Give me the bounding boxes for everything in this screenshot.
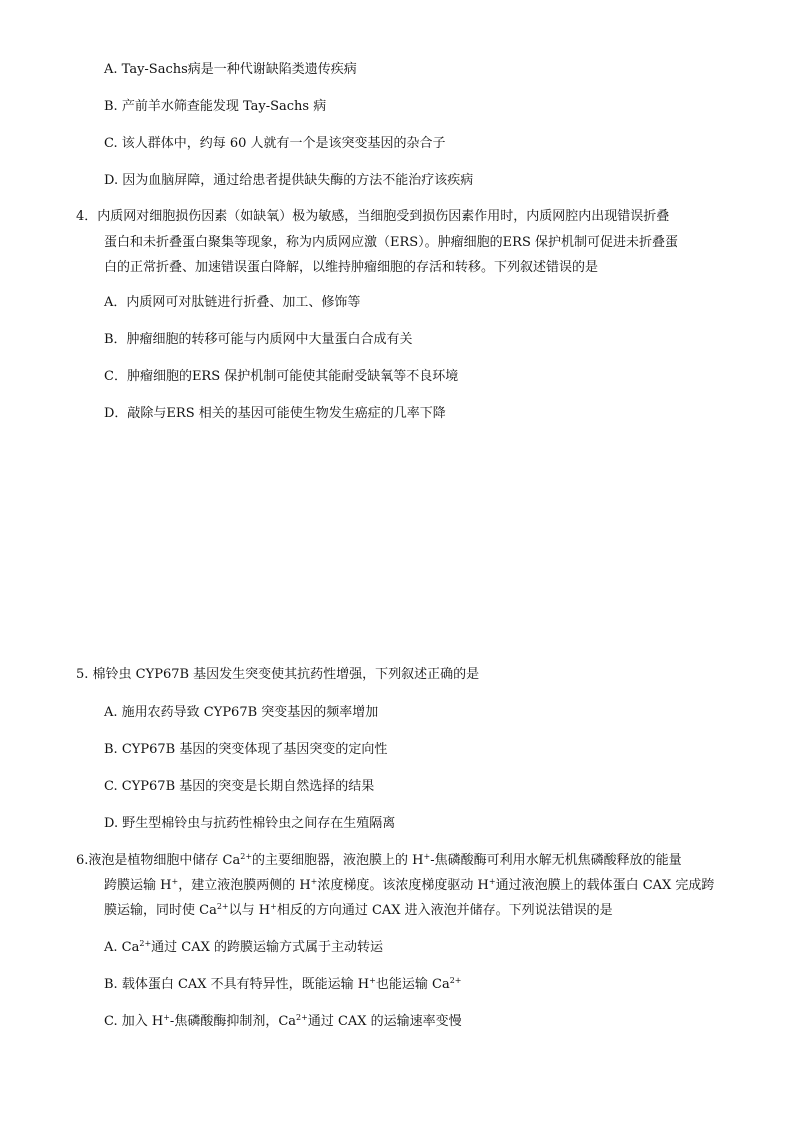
q4-option-b: B．肿瘤细胞的转移可能与内质网中大量蛋白合成有关 <box>104 332 413 347</box>
q5-option-c: C. CYP67B 基因的突变是长期自然选择的结果 <box>104 779 375 794</box>
q5-stem: 5. 棉铃虫 CYP67B 基因发生突变使其抗药性增强，下列叙述正确的是 <box>76 667 480 682</box>
q6-option-b: B. 载体蛋白 CAX 不具有特异性，既能运输 H+也能运输 $Ca^{2+}$ <box>104 976 462 992</box>
q5-option-d: D. 野生型棉铃虫与抗药性棉铃虫之间存在生殖隔离 <box>104 816 396 831</box>
q4-stem-line-3: 白的正常折叠、加速错误蛋白降解，以维持肿瘤细胞的存活和转移。下列叙述错误的是 <box>104 260 599 275</box>
q3-option-b: B. 产前羊水筛查能发现 Tay-Sachs 病 <box>104 99 327 114</box>
q4-option-c: C．肿瘤细胞的ERS 保护机制可能使其能耐受缺氧等不良环境 <box>104 369 459 384</box>
q6-stem-line-2: 跨膜运输 H+，建立液泡膜两侧的 H+浓度梯度。该浓度梯度驱动 H+通过液泡膜上的载体蛋白 CAX 完成跨 <box>104 877 715 893</box>
q3-option-a: A. Tay-Sachs病是一种代谢缺陷类遗传疾病 <box>104 62 357 77</box>
q6-stem-line-3: 膜运输，同时使 $Ca^{2+}$以与 H+相反的方向通过 CAX 进入液泡并储存。下列说法错误的是 <box>104 902 613 918</box>
q3-option-c: C. 该人群体中，约每 60 人就有一个是该突变基因的杂合子 <box>104 136 446 151</box>
q4-stem-line-1: 4．内质网对细胞损伤因素（如缺氧）极为敏感，当细胞受到损伤因素作用时，内质网腔内出现错误折叠 <box>76 209 670 224</box>
q4-stem-line-2: 蛋白和未折叠蛋白聚集等现象，称为内质网应激（ERS）。肿瘤细胞的ERS 保护机制可促进未折叠蛋 <box>104 235 679 250</box>
q6-option-a: A. $Ca^{2+}$通过 CAX 的跨膜运输方式属于主动转运 <box>104 939 384 955</box>
q6-option-c: C. 加入 H+-焦磷酸酶抑制剂，$Ca^{2+}$通过 CAX 的运输速率变慢 <box>104 1013 462 1029</box>
q5-option-a: A. 施用农药导致 CYP67B 突变基因的频率增加 <box>104 705 379 720</box>
q4-option-a: A．内质网可对肽链进行折叠、加工、修饰等 <box>104 295 361 310</box>
q6-stem-line-1: 6.液泡是植物细胞中储存 $Ca^{2+}$的主要细胞器，液泡膜上的 H+-焦磷酸酶可利用水解无机焦磷酸释放的能量 <box>76 852 682 868</box>
q4-option-d: D．敲除与ERS 相关的基因可能使生物发生癌症的几率下降 <box>104 406 446 421</box>
q5-option-b: B. CYP67B 基因的突变体现了基因突变的定向性 <box>104 742 388 757</box>
q3-option-d: D. 因为血脑屏障，通过给患者提供缺失酶的方法不能治疗该疾病 <box>104 173 474 188</box>
